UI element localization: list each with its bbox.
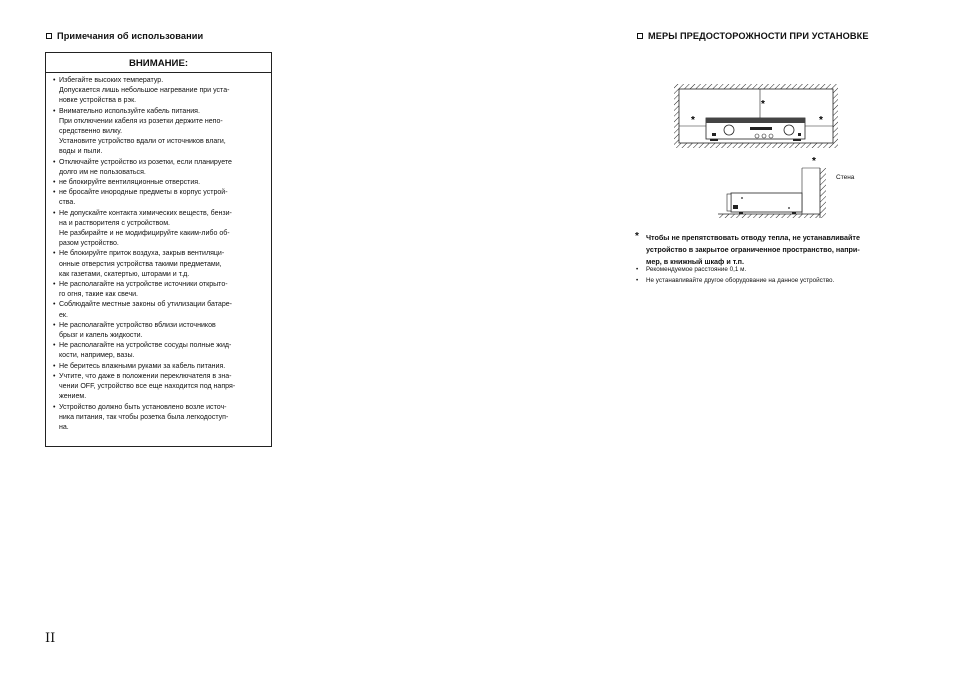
caution-item (53, 300, 265, 320)
caution-item-line: ек. (59, 311, 68, 319)
caution-item-line: • не блокируйте вентиляционные отверстия. (59, 179, 201, 187)
caution-item-line: брызг и капель жидкости. (59, 332, 143, 340)
left-section-heading (46, 31, 203, 41)
heat-dissipation-note (635, 232, 905, 268)
clearance-asterisk-top: * (761, 99, 765, 110)
caution-item-line: • Не блокируйте приток воздуха, закрыв вентиляци- (59, 250, 225, 258)
caution-item-line: • Отключайте устройство из розетки, если планируете (59, 158, 232, 166)
caution-item-line: • Не располагайте на устройстве источники открыто- (59, 281, 228, 289)
caution-item-line: онные отверстия устройства такими предметами, (59, 260, 222, 268)
right-heading-text: МЕРЫ ПРЕДОСТОРОЖНОСТИ ПРИ УСТАНОВКЕ (648, 31, 869, 41)
caution-item-line: • Не беритесь влажными руками за кабель питания. (59, 362, 226, 370)
caution-item (53, 188, 265, 208)
caution-item-line: средственно вилку. (59, 128, 123, 136)
caution-item-line: Установите устройство вдали от источников влаги, (59, 138, 226, 146)
caution-item-line: • Учтите, что даже в положении переключателя в зна- (59, 372, 232, 380)
wall-label: Стена (836, 174, 855, 181)
stacking-note (636, 276, 834, 285)
note-asterisk: * (635, 231, 639, 242)
caution-item-line: новке устройства в рэк. (59, 97, 137, 105)
caution-item-line: • Внимательно используйте кабель питания. (59, 107, 200, 115)
caution-item-line: на и растворителя с устройством. (59, 219, 170, 227)
caution-item (53, 321, 265, 341)
caution-box (45, 52, 272, 447)
clearance-asterisk-right: * (819, 115, 823, 126)
caution-item-line: При отключении кабеля из розетки держите непо- (59, 117, 223, 125)
distance-note-text: Рекомендуемое расстояние 0,1 м. (646, 266, 747, 273)
caution-item (53, 341, 265, 361)
caution-list (46, 73, 271, 433)
checkbox-icon (46, 33, 52, 39)
caution-item-line: воды и пыли. (59, 148, 103, 156)
caution-item-line: кости, например, вазы. (59, 352, 135, 360)
caution-item-line: • Не располагайте устройство вблизи источников (59, 321, 216, 329)
right-section-heading (637, 31, 869, 41)
note-line-2: устройство в закрытое ограниченное пространство, напри- (646, 245, 860, 254)
note-line-1: Чтобы не препятствовать отводу тепла, не устанавливайте (646, 233, 860, 242)
checkbox-icon (637, 33, 643, 39)
caution-item (53, 178, 265, 188)
caution-item (53, 76, 265, 107)
caution-item-line: жением. (59, 393, 87, 401)
bullet: • (636, 266, 639, 273)
caution-item-line: • Не располагайте на устройстве сосуды полные жид- (59, 342, 232, 350)
caution-item (53, 249, 265, 280)
installation-diagram (672, 84, 844, 220)
caution-item-line: • Соблюдайте местные законы об утилизации батаре- (59, 301, 233, 309)
caution-item-line: • Устройство должно быть установлено возле источ- (59, 403, 227, 411)
clearance-asterisk-left: * (691, 115, 695, 126)
caution-item (53, 403, 265, 434)
bullet: • (636, 277, 639, 284)
caution-item-line: ника питания, так чтобы розетка была легкодоступ- (59, 413, 229, 421)
caution-item (53, 362, 265, 372)
caution-item-line: го огня, такие как свечи. (59, 291, 139, 299)
caution-item-line: разом устройство. (59, 240, 119, 248)
caution-item-line: ства. (59, 199, 76, 207)
caution-item (53, 107, 265, 158)
caution-item-line: • Избегайте высоких температур. (59, 77, 164, 84)
caution-item-line: • не бросайте инородные предметы в корпус устрой- (59, 189, 228, 197)
caution-item (53, 158, 265, 178)
caution-item (53, 372, 265, 403)
caution-item-line: Допускается лишь небольшое нагревание при уста- (59, 87, 230, 95)
caution-item-line: Не разбирайте и не модифицируйте каким-либо об- (59, 230, 230, 238)
stacking-note-text: Не устанавливайте другое оборудование на данное устройство. (646, 277, 835, 284)
clearance-asterisk-wall: * (812, 156, 816, 167)
caution-item-line: долго им не пользоваться. (59, 168, 146, 176)
caution-item-line: • Не допускайте контакта химических веществ, бензи- (59, 209, 232, 217)
caution-item (53, 280, 265, 300)
caution-title: ВНИМАНИЕ: (46, 53, 271, 73)
page-number: II (45, 631, 56, 646)
distance-note (636, 265, 746, 274)
side-view (718, 156, 826, 218)
caution-item (53, 209, 265, 250)
caution-item-line: как газетами, скатертью, шторами и т.д. (59, 270, 190, 278)
caution-item-line: на. (59, 423, 69, 431)
note-line-3: мер, в книжный шкаф и т.п. (646, 257, 744, 266)
amplifier-front (706, 118, 805, 141)
left-heading-text: Примечания об использовании (57, 31, 204, 41)
caution-item-line: чении OFF, устройство все еще находится под напря- (59, 383, 236, 391)
